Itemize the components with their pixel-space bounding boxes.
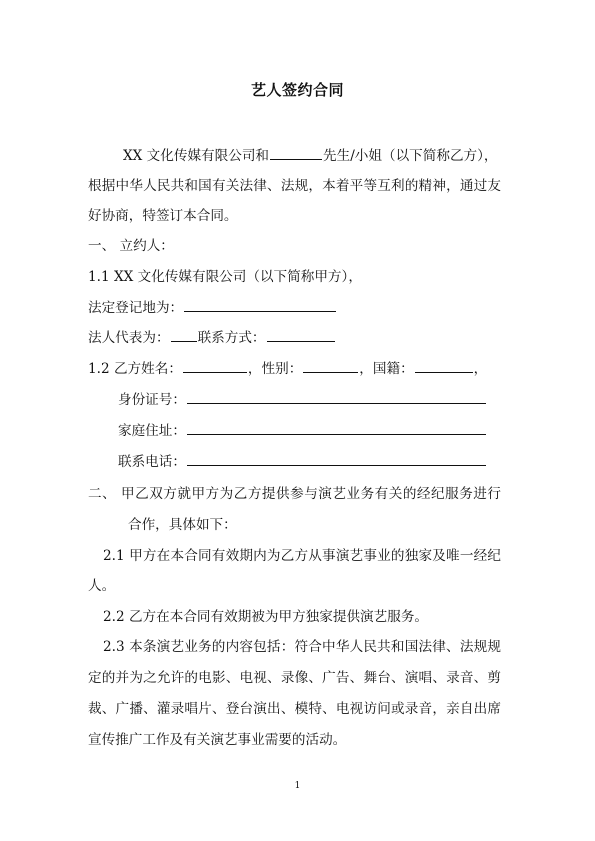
id-number-label: 身份证号： [118,392,186,408]
registered-address-blank [184,298,336,312]
phone-label: 联系电话： [118,454,186,470]
nationality-blank [415,359,473,373]
legal-representative-row [88,328,336,347]
intro-line-1-b: 先生/小姐（以下简称乙方）， [323,148,498,164]
intro-line-3: 好协商，特签订本合同。 [88,208,238,224]
clause-2-3-d: 宣传推广工作及有关演艺事业需要的活动。 [88,732,347,748]
clause-1-2-row [88,359,487,378]
section-1-heading: 一、 立约人： [88,238,174,254]
clause-2-1-a: 2.1 甲方在本合同有效期内为乙方从事演艺事业的独家及唯一经纪 [103,548,501,564]
clause-2-3-a: 2.3 本条演艺业务的内容包括：符合中华人民共和国法律、法规规 [103,639,501,655]
gender-label: ，性别： [247,361,303,377]
clause-2-3-c: 裁、广播、灌录唱片、登台演出、模特、电视访问或录音，亲自出席 [88,701,501,717]
section-2-heading-cont: 合作，具体如下： [128,517,237,533]
home-address-row [118,421,487,440]
section-2-heading: 二、 甲乙双方就甲方为乙方提供参与演艺业务有关的经纪服务进行 [88,486,501,502]
legal-representative-label: 法人代表为： [88,330,170,346]
intro-line-1 [123,146,498,165]
party-b-name-blank [183,359,247,373]
row-end-comma: ， [473,361,488,377]
name-blank [270,146,322,160]
document-title: 艺人签约合同 [250,81,344,99]
id-number-blank [187,390,486,404]
intro-line-2: 根据中华人民共和国有关法律、法规，本着平等互利的精神，通过友 [88,178,501,194]
clause-1-1: 1.1 XX 文化传媒有限公司（以下简称甲方）， [88,269,362,285]
gender-blank [303,359,358,373]
phone-row [118,452,487,471]
home-address-blank [187,421,486,435]
page-number: 1 [294,781,301,791]
clause-2-2: 2.2 乙方在本合同有效期被为甲方独家提供演艺服务。 [103,609,429,625]
clause-2-3-b: 定的并为之允许的电影、电视、录像、广告、舞台、演唱、录音、剪 [88,670,501,686]
home-address-label: 家庭住址： [118,423,186,439]
registered-address-label: 法定登记地为： [88,300,184,316]
phone-blank [187,452,486,466]
registered-address-row [88,298,337,317]
legal-representative-blank [171,328,197,342]
contact-blank [267,328,335,342]
nationality-label: ，国籍： [359,361,414,377]
id-number-row [118,390,487,409]
clause-2-1-b: 人。 [88,578,116,594]
intro-line-1-a: XX 文化传媒有限公司和 [123,148,270,164]
party-b-name-label: 1.2 乙方姓名： [88,361,182,377]
contact-label: 联系方式： [197,330,266,346]
